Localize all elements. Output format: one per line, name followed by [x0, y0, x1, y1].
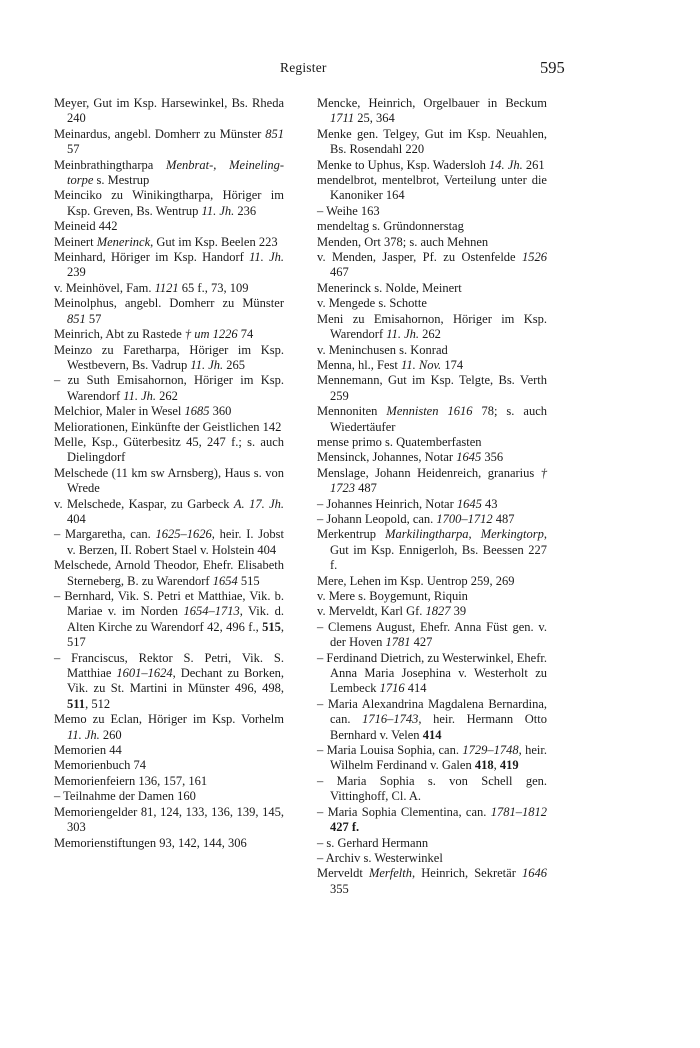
index-entry: Memorien 44 — [54, 743, 122, 758]
index-entry: – Weihe 163 — [317, 203, 380, 218]
index-entry: Meinhard, Höriger im Ksp. Handorf 11. Jh. 239 — [54, 250, 284, 280]
index-entry: Melschede, Arnold Theodor, Ehefr. Elisabeth Sterneberg, B. zu Warendorf 1654 515 — [54, 558, 284, 588]
index-entry: Mennemann, Gut im Ksp. Telgte, Bs. Verth 259 — [317, 373, 547, 403]
index-entry: Menden, Ort 378; s. auch Mehnen — [317, 234, 489, 249]
index-entry: v. Menden, Jasper, Pf. zu Ostenfelde 1526 467 — [317, 250, 547, 280]
index-entry: Mencke, Heinrich, Orgelbauer in Beckum 1711 25, 364 — [317, 96, 547, 126]
index-entry: – Ferdinand Dietrich, zu Westerwinkel, Ehefr. Anna Maria Josephina v. Westerholt zu Lembeck 1716 414 — [317, 650, 547, 696]
index-entry: Meyer, Gut im Ksp. Harsewinkel, Bs. Rheda 240 — [54, 96, 284, 126]
index-entry: Meineid 442 — [54, 219, 118, 234]
index-entry: Menke to Uphus, Ksp. Wadersloh 14. Jh. 261 — [317, 157, 545, 172]
index-entry: v. Meinhövel, Fam. 1121 65 f., 73, 109 — [54, 280, 249, 295]
index-entry: – Maria Alexandrina Magdalena Bernardina, can. 1716–1743, heir. Hermann Otto Bernhard v. Velen 414 — [317, 696, 547, 742]
page-number: 595 — [540, 58, 565, 77]
index-entry: Menke gen. Telgey, Gut im Ksp. Neuahlen, Bs. Rosendahl 220 — [317, 126, 547, 157]
index-entry: – Teilnahme der Damen 160 — [54, 789, 196, 804]
index-entry: mendeltag s. Gründonnerstag — [317, 219, 464, 234]
index-entry: Meinbrathingtharpa Menbrat-, Meineling-torpe s. Mestrup — [54, 157, 284, 188]
index-entry: Memorienbuch 74 — [54, 758, 146, 773]
index-entry: v. Meninchusen s. Konrad — [317, 342, 448, 357]
index-entry: Merkentrup Markilingtharpa, Merkingtorp, Gut im Ksp. Ennigerloh, Bs. Beessen 227 f. — [317, 527, 547, 573]
index-entry: Memorienfeiern 136, 157, 161 — [54, 773, 208, 788]
index-entry: v. Mere s. Boygemunt, Riquin — [317, 589, 468, 603]
index-entry: – Maria Louisa Sophia, can. 1729–1748, heir. Wilhelm Ferdinand v. Galen 418, 419 — [317, 743, 548, 773]
index-entry: Memorienstiftungen 93, 142, 144, 306 — [54, 835, 247, 850]
index-entry: v. Merveldt, Karl Gf. 1827 39 — [317, 604, 467, 619]
index-entry: Meinardus, angebl. Domherr zu Münster 851 57 — [54, 126, 284, 157]
index-entry: Melchior, Maler in Wesel 1685 360 — [54, 404, 232, 419]
index-entry: – Maria Sophia Clementina, can. 1781–1812 427 f. — [317, 804, 547, 835]
index-entry: – Maria Sophia s. von Schell gen. Vittinghoff, Cl. A. — [317, 773, 547, 804]
index-entry: Meni zu Emisahornon, Höriger im Ksp. Warendorf 11. Jh. 262 — [317, 311, 547, 342]
index-entry: Meliorationen, Einkünfte der Geistlichen 142 — [54, 419, 282, 434]
index-entry: Melschede (11 km sw Arnsberg), Haus s. von Wrede — [54, 465, 284, 496]
index-entry: – Clemens August, Ehefr. Anna Füst gen. v. der Hoven 1781 427 — [317, 619, 547, 650]
index-entry: mendelbrot, mentelbrot, Verteilung unter die Kanoniker 164 — [317, 173, 547, 203]
index-entry: Mensinck, Johannes, Notar 1645 356 — [317, 450, 504, 465]
index-entry: – Margaretha, can. 1625–1626, heir. I. Jobst v. Berzen, II. Robert Stael v. Holstein 404 — [54, 527, 284, 557]
index-entry: Meinert Menerinck, Gut im Ksp. Beelen 223 — [54, 234, 278, 249]
index-entry: Menna, hl., Fest 11. Nov. 174 — [317, 357, 464, 372]
index-entry: – Johannes Heinrich, Notar 1645 43 — [317, 496, 498, 511]
index-entry: Meinciko zu Winikingtharpa, Höriger im Ksp. Greven, Bs. Wentrup 11. Jh. 236 — [54, 188, 284, 218]
index-entry: Meinzo zu Faretharpa, Höriger im Ksp. Westbevern, Bs. Vadrup 11. Jh. 265 — [54, 342, 284, 372]
index-entry: – Johann Leopold, can. 1700–1712 487 — [317, 511, 515, 526]
index-entry: v. Melschede, Kaspar, zu Garbeck A. 17. Jh. 404 — [54, 496, 284, 526]
index-entry: Menslage, Johann Heidenreich, granarius † 1723 487 — [317, 465, 547, 496]
index-entry: Menerinck s. Nolde, Meinert — [317, 280, 462, 295]
index-entry: – Bernhard, Vik. S. Petri et Matthiae, Vik. b. Mariae v. im Norden 1654–1713, Vik. d. Alten Kirche zu Warendorf 42, 496 f., 515, 517 — [54, 589, 284, 650]
index-entry: Mennoniten Mennisten 1616 78; s. auch Wiedertäufer — [317, 404, 547, 434]
index-column-right — [317, 96, 547, 897]
index-entry: Meinolphus, angebl. Domherr zu Münster 851 57 — [54, 296, 284, 326]
index-entry: v. Mengede s. Schotte — [317, 296, 427, 311]
index-entry: mense primo s. Quatemberfasten — [317, 434, 482, 449]
index-entry: – Franciscus, Rektor S. Petri, Vik. S. Matthiae 1601–1624, Dechant zu Borken, Vik. zu St. Martini in Münster 496, 498, 511, 512 — [54, 650, 284, 711]
index-entry: Melle, Ksp., Güterbesitz 45, 247 f.; s. auch Dielingdorf — [54, 434, 284, 465]
running-header-title: Register — [280, 60, 327, 75]
index-entry: – zu Suth Emisahornon, Höriger im Ksp. Warendorf 11. Jh. 262 — [54, 373, 284, 403]
index-entry: – Archiv s. Westerwinkel — [317, 850, 443, 865]
index-entry: Memo zu Eclan, Höriger im Ksp. Vorhelm 11. Jh. 260 — [54, 712, 284, 742]
index-entry: Meinrich, Abt zu Rastede † um 1226 74 — [54, 327, 254, 342]
index-column-left — [54, 96, 284, 851]
index-entry: Memoriengelder 81, 124, 133, 136, 139, 145, 303 — [54, 804, 284, 835]
index-entry: Mere, Lehen im Ksp. Uentrop 259, 269 — [317, 573, 515, 588]
index-entry: Merveldt Merfelth, Heinrich, Sekretär 1646 355 — [317, 866, 547, 896]
index-entry: – s. Gerhard Hermann — [317, 835, 429, 850]
